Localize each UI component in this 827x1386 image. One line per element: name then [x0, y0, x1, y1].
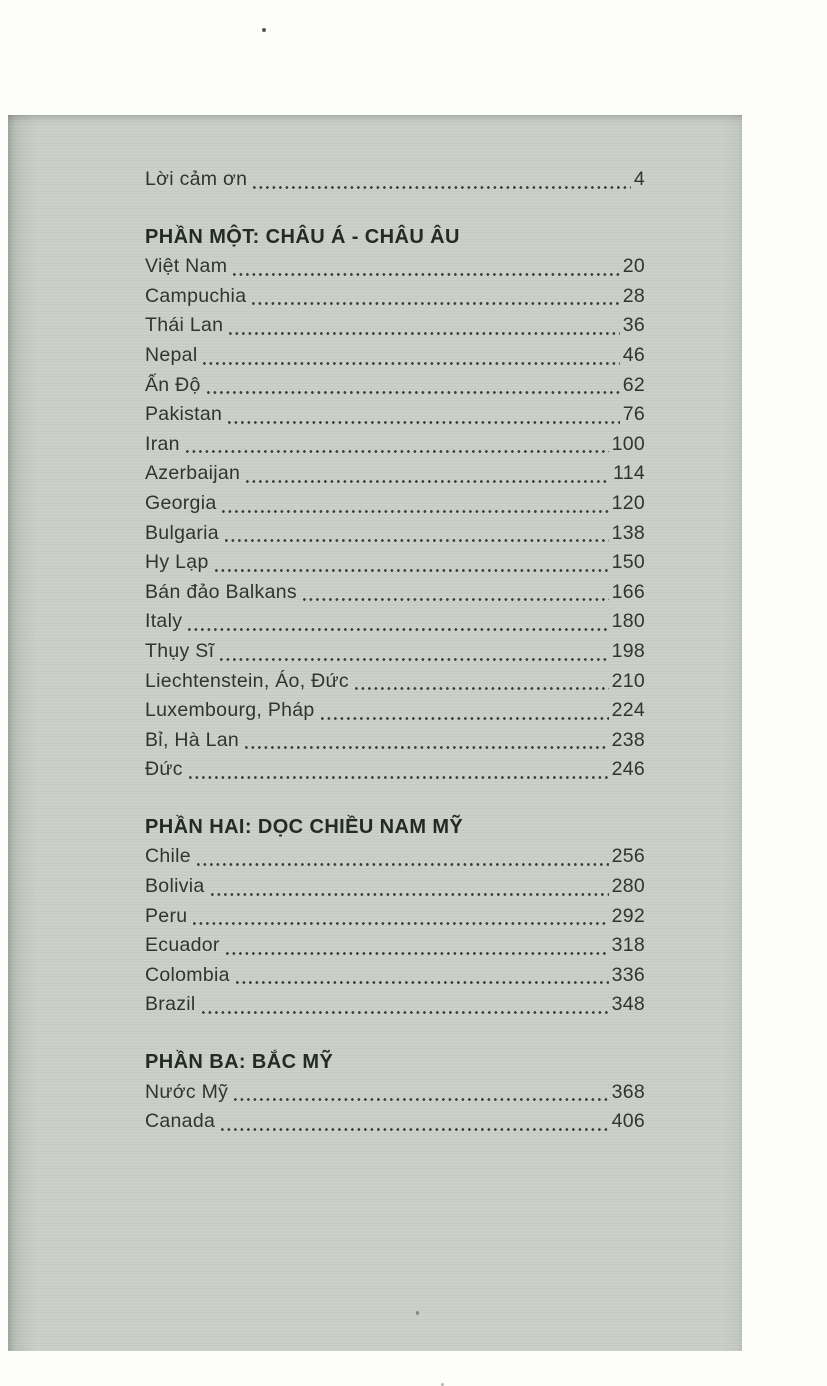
dot-leader: [233, 273, 619, 276]
toc-entry-page: 280: [611, 875, 645, 898]
dot-leader: [215, 569, 609, 572]
dot-leader: [211, 893, 609, 896]
dot-leader: [252, 302, 619, 305]
toc-entry: [145, 696, 645, 726]
toc-entry: [145, 400, 645, 430]
dot-leader: [207, 391, 620, 394]
dot-leader: [220, 658, 608, 661]
toc-entry-label: Đức: [145, 758, 183, 781]
dot-leader: [228, 421, 620, 424]
book-page: [8, 115, 742, 1351]
toc-entry-page: 368: [611, 1080, 645, 1103]
dot-leader: [222, 510, 608, 513]
toc-entry-label: Bỉ, Hà Lan: [145, 728, 240, 751]
toc-entry-label: Georgia: [145, 491, 217, 514]
toc-entry-label: Bolivia: [145, 875, 205, 898]
toc-entry-label: Luxembourg, Pháp: [145, 699, 315, 722]
toc-entry: [145, 842, 645, 872]
toc-entry-label: Thái Lan: [145, 314, 224, 337]
toc-entry-page: 4: [633, 168, 645, 190]
toc-entry-label: Italy: [145, 610, 183, 633]
toc-entry-page: 348: [611, 993, 645, 1016]
toc-entry: [145, 578, 645, 608]
toc-entry-label: Iran: [145, 432, 180, 455]
toc-entry-page: 246: [611, 758, 645, 781]
toc-entry: [145, 872, 645, 902]
scan-speck: [416, 1311, 419, 1315]
toc-entry-page: 210: [611, 669, 645, 692]
toc-entry-page: 114: [613, 462, 645, 485]
toc-entry: [145, 252, 645, 282]
toc-entry-page: 318: [611, 934, 645, 957]
toc-entry: [145, 311, 645, 341]
toc-entry-label: Lời cảm ơn: [145, 168, 248, 190]
toc-entry-label: Ấn Độ: [145, 373, 201, 396]
toc-entry-page: 36: [622, 314, 645, 337]
toc-entry-label: Azerbaijan: [145, 462, 241, 485]
toc-entry: [145, 548, 645, 578]
dot-leader: [186, 450, 609, 453]
dot-leader: [197, 863, 609, 866]
toc-entry: [145, 489, 645, 519]
toc-entry-page: 62: [622, 373, 645, 396]
toc-entry: [145, 430, 645, 460]
toc-entry-label: Hy Lạp: [145, 551, 209, 574]
dot-leader: [355, 687, 609, 690]
dot-leader: [203, 362, 619, 365]
toc-entry-page: 256: [611, 845, 645, 868]
dot-leader: [229, 332, 619, 335]
toc-entry-label: Canada: [145, 1110, 216, 1133]
scan-speck: [262, 28, 266, 32]
toc-entry-page: 166: [611, 580, 645, 603]
toc-entry-label: Peru: [145, 904, 188, 927]
toc-entry-label: Campuchia: [145, 284, 247, 307]
toc-entry-label: Liechtenstein, Áo, Đức: [145, 669, 349, 692]
toc-entry: [145, 726, 645, 756]
toc-entry-page: 180: [611, 610, 645, 633]
toc-entry-label: Chile: [145, 845, 191, 868]
toc-entry-page: 224: [611, 699, 645, 722]
toc-entry-label: Ecuador: [145, 934, 220, 957]
dot-leader: [246, 480, 610, 483]
toc-entry-label: Colombia: [145, 963, 230, 986]
toc-entry-label: Brazil: [145, 993, 196, 1016]
dot-leader: [321, 717, 609, 720]
toc-entry: [145, 961, 645, 991]
dot-leader: [234, 1098, 608, 1101]
toc-entry: [145, 637, 645, 667]
toc-entry-page: 198: [611, 639, 645, 662]
dot-leader: [245, 746, 609, 749]
dot-leader: [226, 952, 609, 955]
toc-entry-page: 76: [622, 403, 645, 426]
toc-entry-label: Bán đảo Balkans: [145, 580, 297, 603]
toc-entry-label: Nepal: [145, 343, 198, 366]
toc-entry: [145, 1078, 645, 1108]
dot-leader: [225, 539, 609, 542]
toc-entry: [145, 519, 645, 549]
toc-entry: [145, 1107, 645, 1137]
dot-leader: [253, 186, 631, 189]
toc-entry: [145, 341, 645, 371]
toc-entry: [145, 667, 645, 697]
toc-entry: [145, 990, 645, 1020]
dot-leader: [193, 922, 608, 925]
toc-entry-page: 238: [611, 728, 645, 751]
dot-leader: [202, 1011, 609, 1014]
toc-entry-page: 46: [622, 343, 645, 366]
toc-entry-page: 292: [611, 904, 645, 927]
dot-leader: [236, 981, 609, 984]
toc-entry-page: 138: [611, 521, 645, 544]
toc-entry-page: 20: [622, 255, 645, 278]
toc-entry: [145, 902, 645, 932]
section-heading-part-three: PHẦN BA: BẮC MỸ: [145, 1051, 334, 1074]
toc-entry-page: 150: [611, 551, 645, 574]
dot-leader: [188, 628, 608, 631]
toc-entry-page: 120: [611, 491, 645, 514]
toc-entry-label: Bulgaria: [145, 521, 219, 544]
toc-entry-page: 28: [622, 284, 645, 307]
toc-entry-page: 336: [611, 963, 645, 986]
toc-entry-label: Việt Nam: [145, 255, 228, 278]
toc-entry-label: Nước Mỹ: [145, 1080, 229, 1103]
dot-leader: [303, 598, 609, 601]
dot-leader: [221, 1128, 608, 1131]
section-heading-part-two: PHẦN HAI: DỌC CHIỀU NAM MỸ: [145, 815, 464, 838]
section-heading-part-one: PHẦN MỘT: CHÂU Á - CHÂU ÂU: [145, 225, 460, 248]
toc-entry-page: 406: [611, 1110, 645, 1133]
toc-entry: [145, 459, 645, 489]
toc-entry-label: Pakistan: [145, 403, 223, 426]
dot-leader: [189, 776, 609, 779]
toc-entry-page: 100: [611, 432, 645, 455]
toc-entry: [145, 607, 645, 637]
toc-entry: [145, 282, 645, 312]
toc-entry: [145, 165, 645, 195]
toc-entry: [145, 931, 645, 961]
toc-entry: [145, 371, 645, 401]
table-of-contents: [145, 165, 645, 1137]
toc-entry: [145, 755, 645, 785]
toc-entry-label: Thụy Sĩ: [145, 639, 215, 662]
